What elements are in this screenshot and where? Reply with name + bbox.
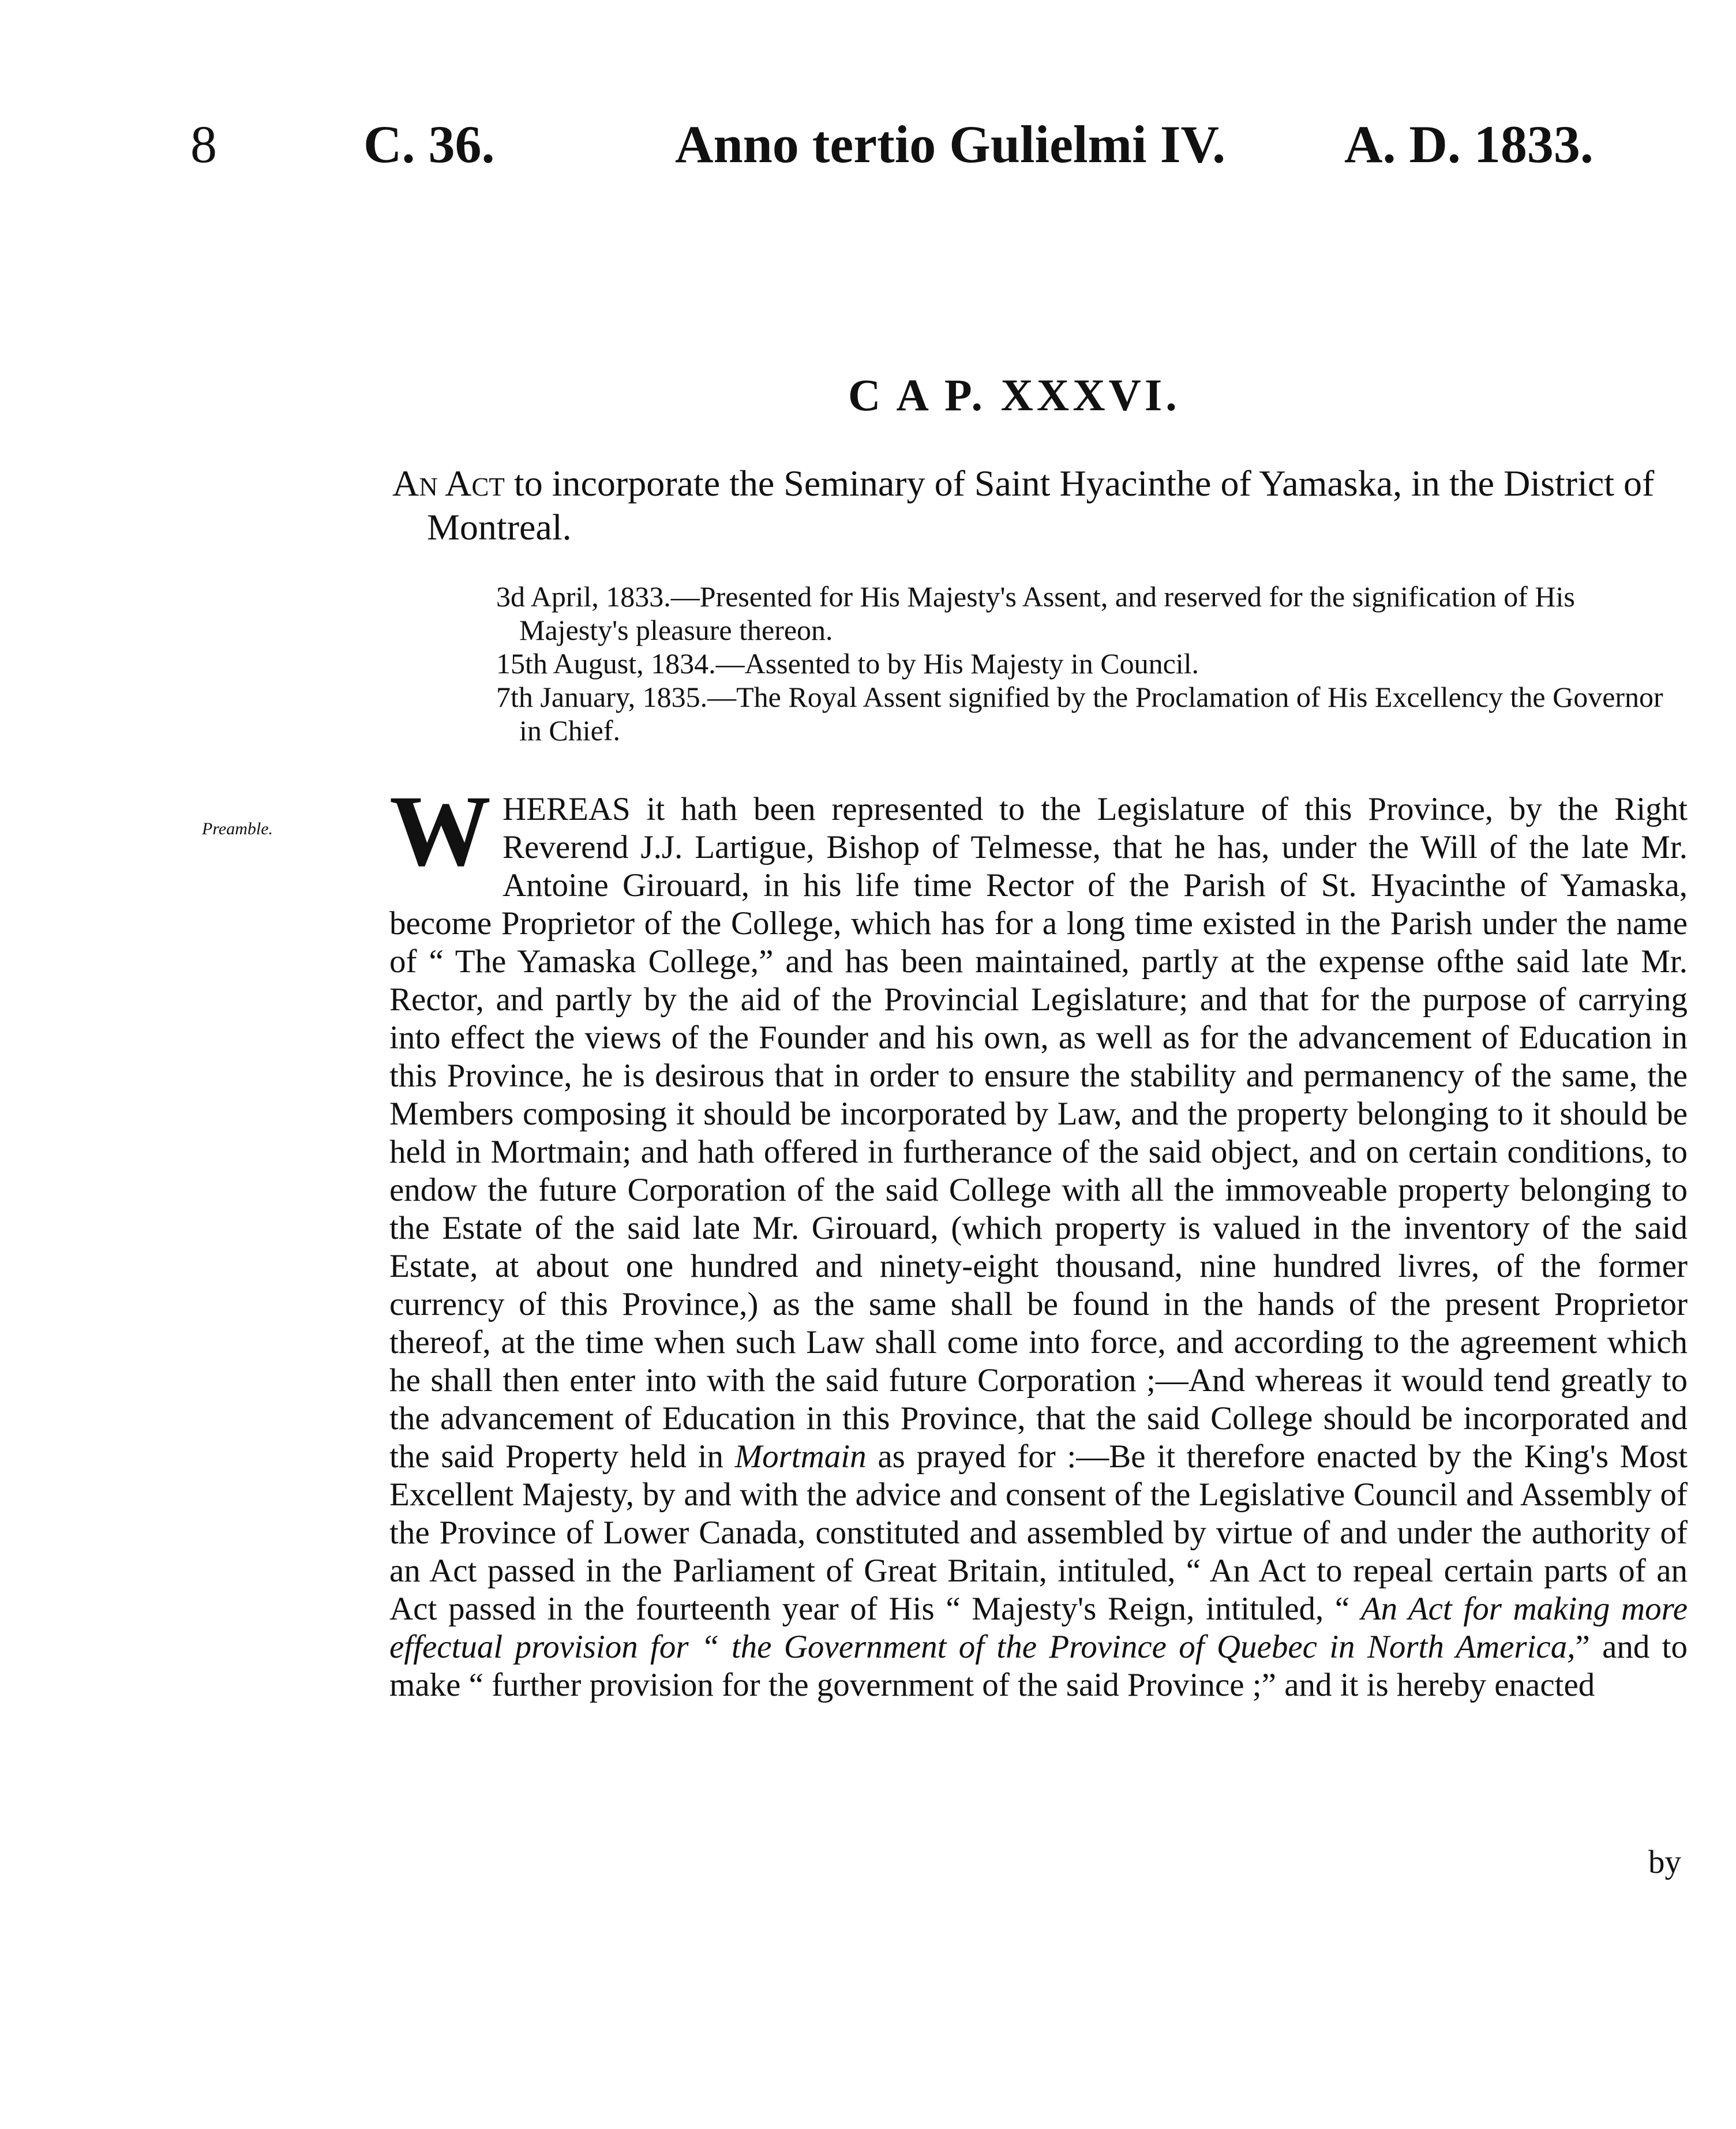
- margin-note: Preamble.: [202, 819, 273, 838]
- assent-note: 3d April, 1833.—Presented for His Majesty's Assent, and reserved for the signification of His Majesty's pleasure thereon.: [496, 580, 1575, 646]
- drop-cap: W: [389, 775, 491, 887]
- body-part-1: HEREAS it hath been represented to the Legislature of this Province, by the Right Reverend J.J. Lartigue, Bishop of Telmesse, that he has, under the Will of the late Mr. Antoine Girouard, in his life time Rector of the Parish of St. Hyacinthe of Yamaska, become Proprietor of the College, which has for a long time existed in the Parish under the name of “ The Yamaska College,” and has been maintained, partly at the expense ofthe said late Mr. Rector, and partly by the aid of the Provincial Legislature; and that for the purpose of carrying into effect the views of the Founder and his own, as well as for the advancement of Education in this Province, he is desirous that in order to ensure the stability and permanency of the same, the Members composing it should be incorporated by Law, and the property belonging to it should be held in Mortmain; and hath offered in furtherance of the said object, and on certain conditions, to endow the future Corporation of the said College with all the immoveable property belonging to the Estate of the said late Mr. Girouard, (which property is valued in the inventory of the said Estate, at about one hundred and ninety-eight thousand, nine hundred livres, of the former currency of this Province,) as the same shall be found in the hands of the present Proprietor thereof, at the time when such Law shall come into force, and according to the agreement which he shall then enter into with the said future Corporation ;—And whereas it would tend greatly to the advancement of Education in this Province, that the said College should be incorporated and the said Property held in: [389, 791, 1688, 1475]
- assent-note: 7th January, 1835.—The Royal Assent signified by the Proclamation of His Excellency the Governor in Chief.: [496, 681, 1663, 747]
- act-title-lead: An Act: [392, 463, 505, 504]
- assent-note: 15th August, 1834.—Assented to by His Majesty in Council.: [496, 647, 1199, 680]
- chapter-number: C. 36.: [363, 115, 495, 174]
- body-italic-act-title: An Act for making more effectual provision for “ the Government of the Province of Quebec in North America,: [389, 1591, 1688, 1665]
- act-title: [392, 462, 1685, 549]
- year: A. D. 1833.: [1344, 115, 1593, 174]
- body-part-2: as prayed for :—Be it therefore enacted by the King's Most Excellent Majesty, by and with the advice and consent of the Legislative Council and Assembly of the Province of Lower Canada, constituted and assembled by virtue of and under the authority of an Act passed in the Parliament of Great Britain, intituled, “ An Act to repeal certain parts of an Act passed in the fourteenth year of His “ Majesty's Reign, intituled, “: [389, 1438, 1688, 1627]
- act-title-text: to incorporate the Seminary of Saint Hyacinthe of Yamaska, in the District of Montreal.: [427, 463, 1655, 548]
- regnal-year: Anno tertio Gulielmi IV.: [675, 115, 1226, 174]
- body-part-3: ” and to make “ further provision for the government of the said Province ;” and it is hereby enacted: [389, 1629, 1688, 1703]
- chapter-title: C A P. XXXVI.: [848, 370, 1180, 420]
- preamble-text: [389, 775, 1688, 1704]
- body-italic-mortmain: Mortmain: [734, 1438, 867, 1475]
- preamble-paragraph: [389, 775, 1688, 1704]
- assent-notes: [496, 580, 1685, 747]
- page-number: 8: [190, 115, 217, 174]
- catchword: by: [1648, 1844, 1681, 1880]
- running-header: [190, 113, 1679, 176]
